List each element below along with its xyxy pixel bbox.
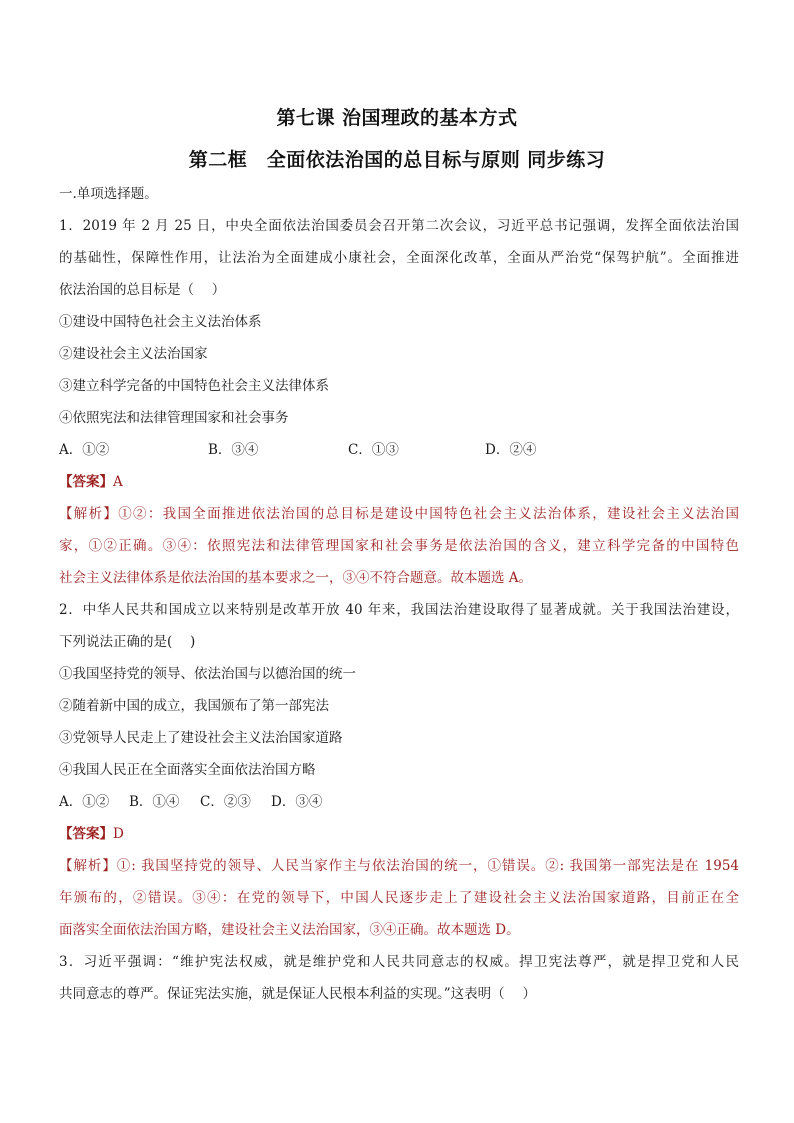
- q1-option-d: D．②④: [485, 442, 537, 458]
- q2-analysis-line-3: 面落实全面依法治国方略，建设社会主义法治国家，③④正确。故本题选 D。: [59, 922, 520, 938]
- q2-item-3: ③党领导人民走上了建设社会主义法治国家道路: [59, 730, 343, 746]
- q1-stem-line-3: 依法治国的总目标是（ ）: [59, 282, 226, 298]
- q2-option-d: D．③④: [271, 794, 323, 810]
- q1-option-c: C．①③: [348, 442, 399, 458]
- section-title: 第二框 全面依法治国的总目标与原则 同步练习: [188, 149, 606, 171]
- q1-item-4: ④依照宪法和法律管理国家和社会事务: [59, 410, 289, 426]
- q1-item-1: ①建设中国特色社会主义法治体系: [59, 314, 262, 330]
- q2-option-b: B．①④: [129, 794, 180, 810]
- q1-item-3: ③建立科学完备的中国特色社会主义法律体系: [59, 378, 329, 394]
- q1-option-a: A．①②: [59, 442, 110, 458]
- q1-stem-line-2: 的基础性，保障性作用，让法治为全面建成小康社会，全面深化改革，全面从严治党“保驾护航”。全面推进: [59, 250, 739, 266]
- q2-item-4: ④我国人民正在全面落实全面依法治国方略: [59, 762, 316, 778]
- q2-analysis-line-1: 【解析】①: 我国坚持党的领导、人民当家作主与依法治国的统一，①错误。②: 我国第一部宪法是在 1954: [59, 858, 739, 874]
- q2-answer-tag: 【答案】: [59, 826, 113, 842]
- q2-answer: [59, 824, 739, 844]
- q1-option-b: B．③④: [208, 442, 259, 458]
- q3-stem-line-1: 3．习近平强调：“维护宪法权威，就是维护党和人民共同意志的权威。捍卫宪法尊严，就是捍卫党和人民: [59, 954, 739, 970]
- q2-option-a: A．①②: [59, 794, 110, 810]
- q1-analysis-line-1: 【解析】①②：我国全面推进依法治国的总目标是建设中国特色社会主义法治体系，建设社会主义法治国: [59, 506, 739, 522]
- q2-option-c: C．②③: [200, 794, 251, 810]
- q1-analysis-line-3: 社会主义法律体系是依法治国的基本要求之一，③④不符合题意。故本题选 A。: [59, 570, 533, 586]
- q2-answer-value: D: [113, 826, 124, 842]
- q2-stem-line-2: 下列说法正确的是( ): [59, 634, 196, 650]
- q1-stem-line-1: 1．2019 年 2 月 25 日，中央全面依法治国委员会召开第二次会议，习近平总书记强调，发挥全面依法治国: [59, 218, 739, 234]
- q2-stem-line-1: 2．中华人民共和国成立以来特别是改革开放 40 年来，我国法治建设取得了显著成就。关于我国法治建设，: [59, 602, 739, 618]
- q2-analysis-line-2: 年颁布的，②错误。③④：在党的领导下，中国人民逐步走上了建设社会主义法治国家道路，目前正在全: [59, 890, 739, 906]
- q3-stem-line-2: 共同意志的尊严。保证宪法实施，就是保证人民根本利益的实现。”这表明（ ）: [59, 986, 536, 1002]
- q1-answer-tag: 【答案】: [59, 474, 113, 490]
- q2-item-1: ①我国坚持党的领导、依法治国与以德治国的统一: [59, 666, 356, 682]
- q1-answer-value: A: [113, 474, 123, 490]
- q1-analysis-line-2: 家，①②正确。③④：依照宪法和法律管理国家和社会事务是依法治国的含义，建立科学完备的中国特色: [59, 538, 739, 554]
- q1-item-2: ②建设社会主义法治国家: [59, 346, 208, 362]
- lesson-title: 第七课 治国理政的基本方式: [276, 107, 518, 129]
- q1-answer: [59, 472, 739, 492]
- question-type-heading: 一.单项选择题。: [59, 186, 158, 202]
- q2-item-2: ②随着新中国的成立，我国颁布了第一部宪法: [59, 698, 329, 714]
